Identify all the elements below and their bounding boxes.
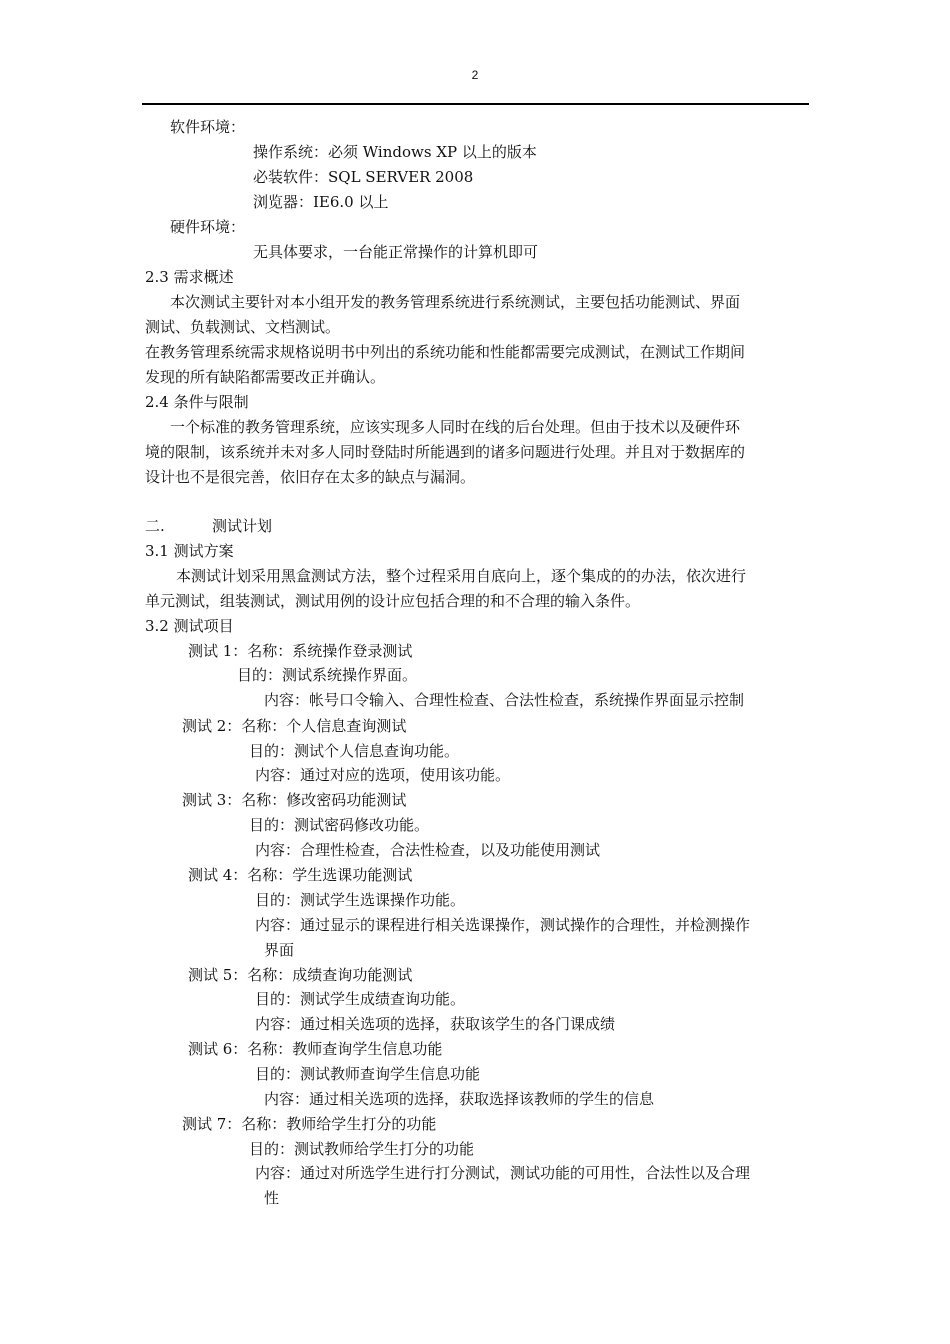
browser-requirement: 浏览器：IE6.0 以上 [253,193,389,211]
test-item-content: 内容：通过对应的选项，使用该功能。 [255,766,511,784]
test-item-content-cont: 性 [264,1189,280,1207]
software-env-label: 软件环境： [170,118,246,136]
section-heading-3-2: 3.2 测试项目 [145,617,234,635]
paragraph-line: 发现的所有缺陷都需要改正并确认。 [145,368,386,386]
paragraph-line: 本测试计划采用黑盒测试方法，整个过程采用自底向上，逐个集成的的办法，依次进行 [176,567,747,585]
section-heading-2-3: 2.3 需求概述 [145,268,234,286]
test-item-content: 内容：合理性检查，合法性检查，以及功能使用测试 [255,841,601,859]
test-item-name: 测试 6：名称：教师查询学生信息功能 [188,1040,443,1058]
test-item-name: 测试 2：名称：个人信息查询测试 [182,717,407,735]
test-item-purpose: 目的：测试密码修改功能。 [249,816,430,834]
test-item-content-cont: 界面 [264,941,295,959]
test-item-name: 测试 4：名称：学生选课功能测试 [188,866,413,884]
paragraph-line: 境的限制，该系统并未对多人同时登陆时所能遇到的诸多问题进行处理。并且对于数据库的 [145,443,746,461]
hardware-requirement: 无具体要求，一台能正常操作的计算机即可 [253,243,539,261]
chapter-number: 二. [145,517,165,535]
paragraph-line: 一个标准的教务管理系统，应该实现多人同时在线的后台处理。但由于技术以及硬件环 [170,418,741,436]
section-heading-2-4: 2.4 条件与限制 [145,393,249,411]
test-item-purpose: 目的：测试学生成绩查询功能。 [255,990,466,1008]
paragraph-line: 本次测试主要针对本小组开发的教务管理系统进行系统测试，主要包括功能测试、界面 [170,293,741,311]
test-item-content: 内容：通过显示的课程进行相关选课操作，测试操作的合理性，并检测操作 [255,916,751,934]
paragraph-line: 设计也不是很完善，依旧存在太多的缺点与漏洞。 [145,468,476,486]
test-item-purpose: 目的：测试教师给学生打分的功能 [249,1140,475,1158]
paragraph-line: 单元测试，组装测试，测试用例的设计应包括合理的和不合理的输入条件。 [145,592,641,610]
os-requirement: 操作系统：必须 Windows XP 以上的版本 [253,143,537,161]
test-item-name: 测试 5：名称：成绩查询功能测试 [188,966,413,984]
paragraph-line: 测试、负载测试、文档测试。 [145,318,341,336]
test-item-purpose: 目的：测试个人信息查询功能。 [249,742,460,760]
test-item-purpose: 目的：测试教师查询学生信息功能 [255,1065,481,1083]
test-item-name: 测试 7：名称：教师给学生打分的功能 [182,1115,437,1133]
page-number: 2 [471,68,479,82]
test-item-name: 测试 1：名称：系统操作登录测试 [188,642,413,660]
section-heading-3-1: 3.1 测试方案 [145,542,234,560]
paragraph-line: 在教务管理系统需求规格说明书中列出的系统功能和性能都需要完成测试，在测试工作期间 [145,343,746,361]
test-item-purpose: 目的：测试系统操作界面。 [237,666,418,684]
test-item-name: 测试 3：名称：修改密码功能测试 [182,791,407,809]
test-item-purpose: 目的：测试学生选课操作功能。 [255,891,466,909]
chapter-title: 测试计划 [212,517,273,535]
software-requirement: 必装软件：SQL SERVER 2008 [253,168,474,186]
hardware-env-label: 硬件环境： [170,218,246,236]
test-item-content: 内容：通过相关选项的选择，获取选择该教师的学生的信息 [264,1090,655,1108]
header-rule [142,103,809,105]
test-item-content: 内容：通过对所选学生进行打分测试，测试功能的可用性，合法性以及合理 [255,1164,751,1182]
test-item-content: 内容：帐号口令输入、合理性检查、合法性检查，系统操作界面显示控制 [264,691,745,709]
test-item-content: 内容：通过相关选项的选择，获取该学生的各门课成绩 [255,1015,616,1033]
